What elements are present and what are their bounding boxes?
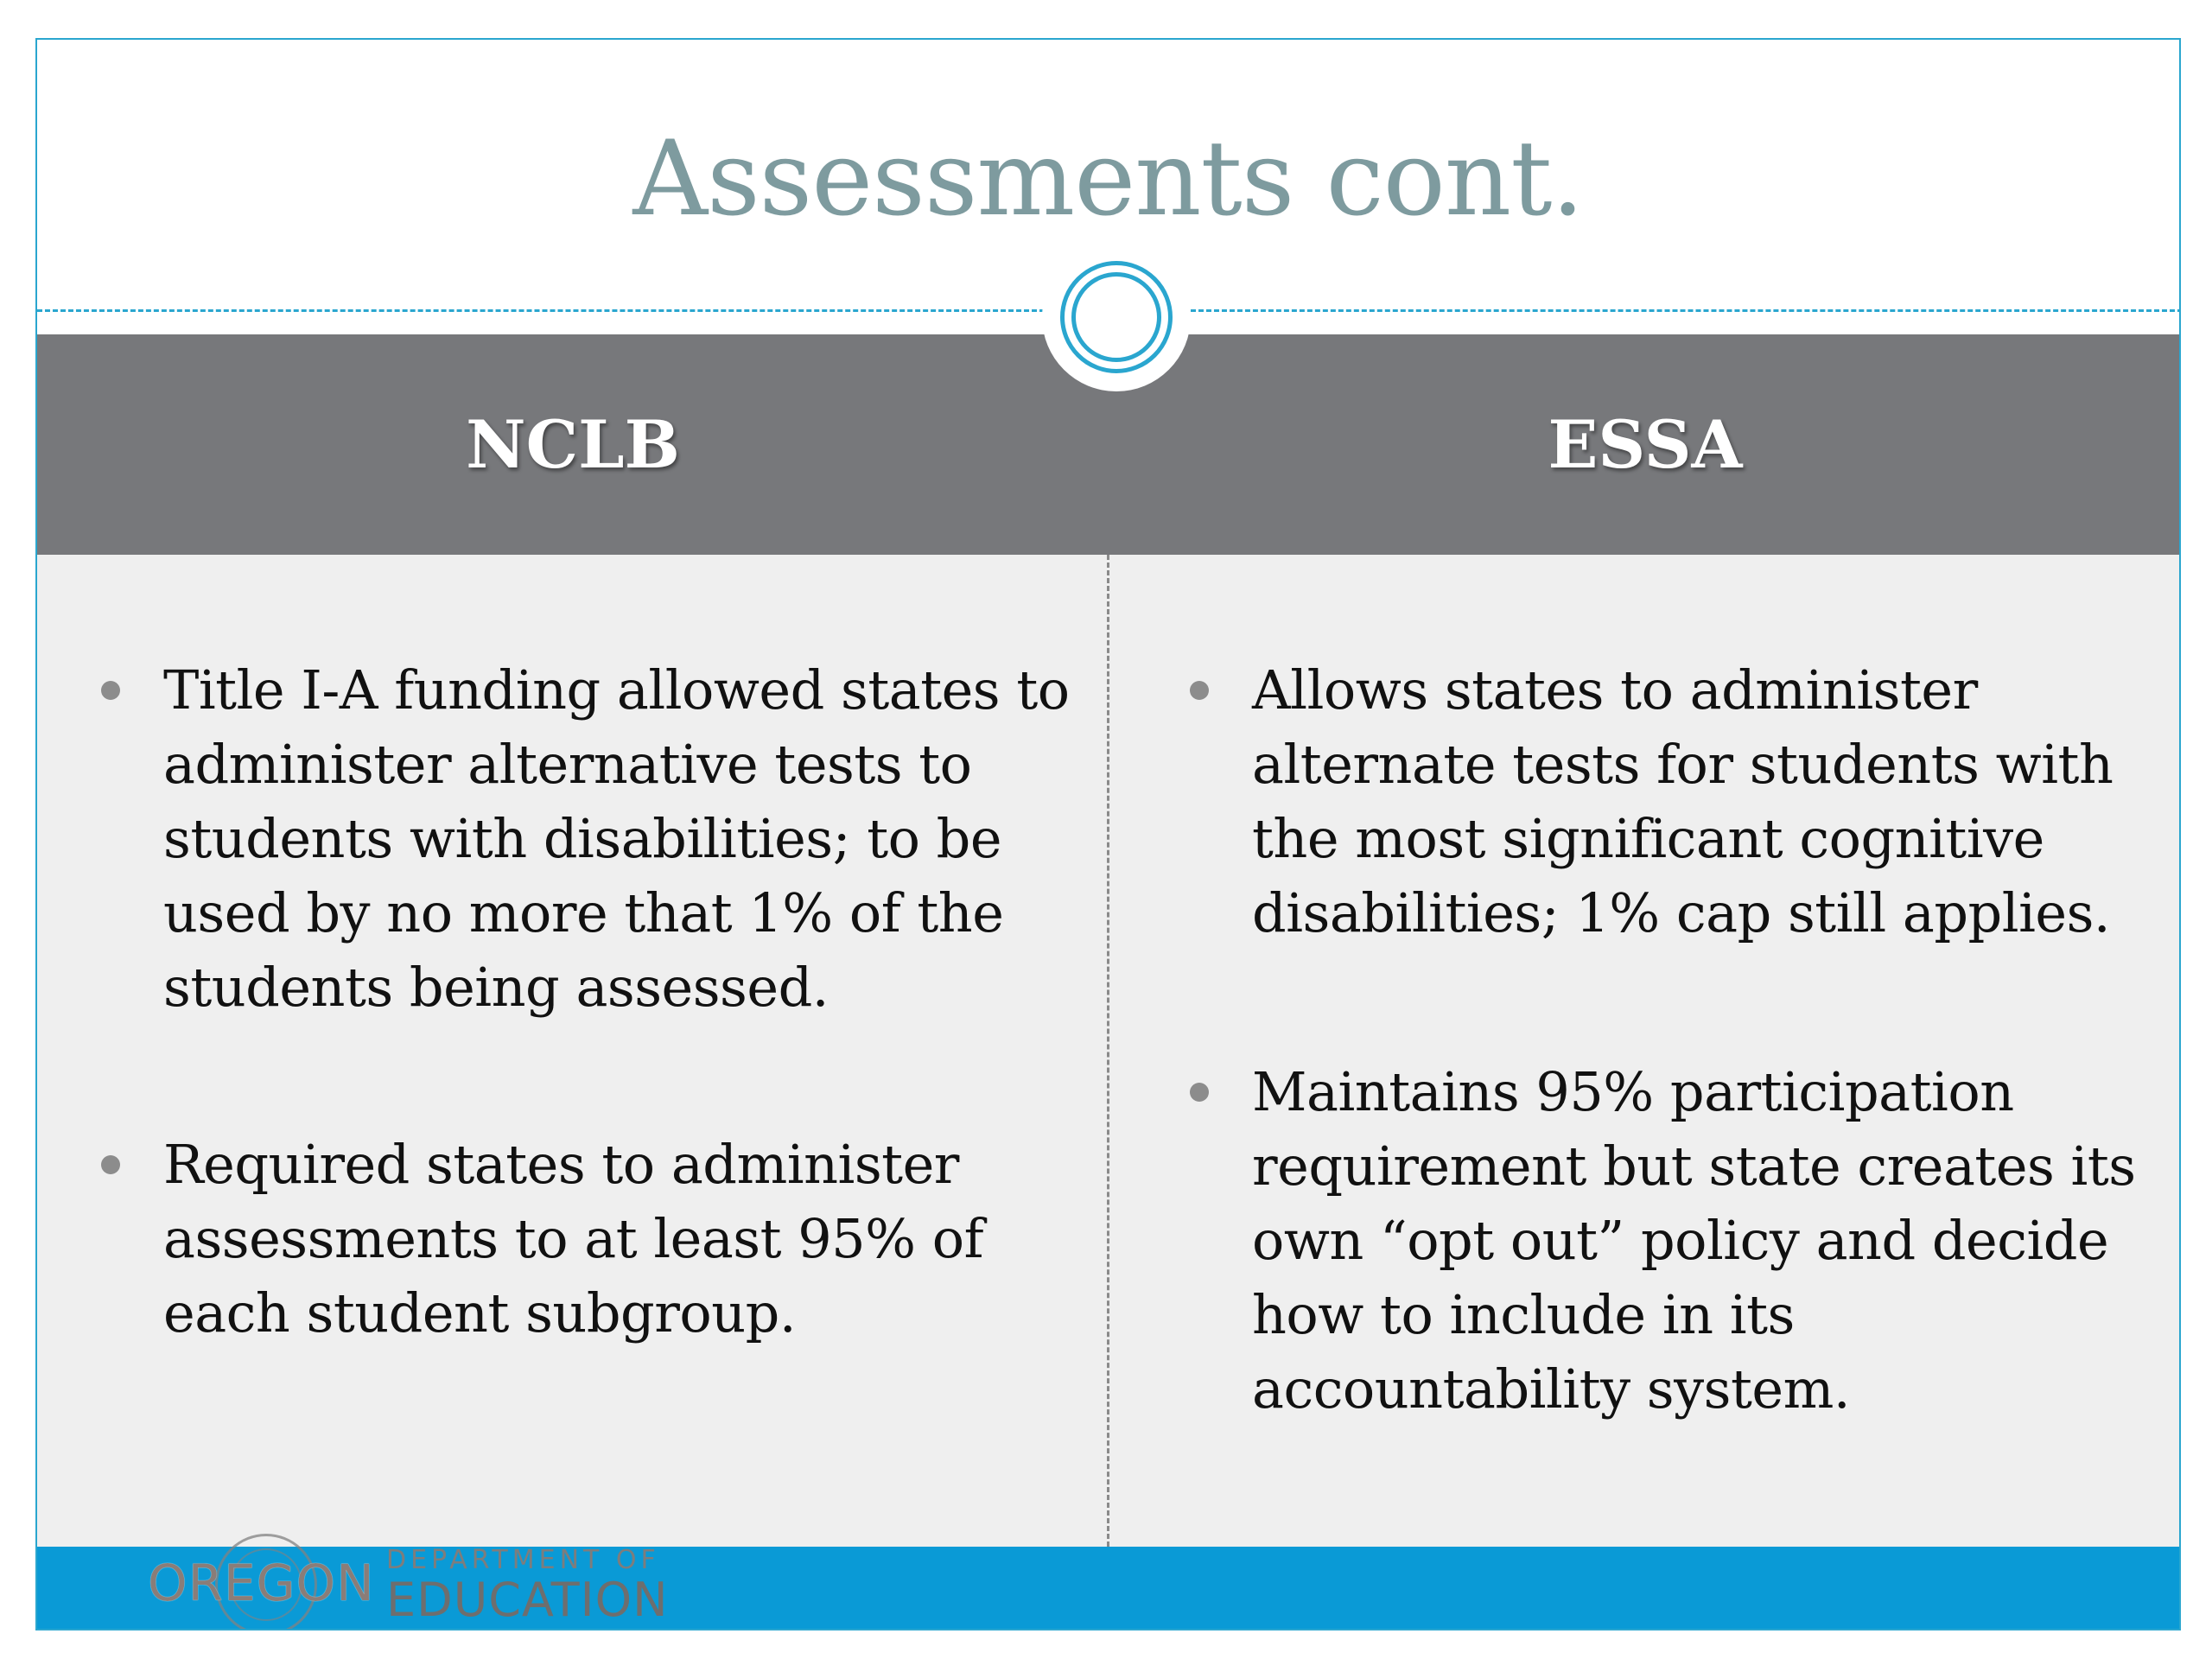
title-divider-left bbox=[37, 309, 1052, 312]
comparison-body bbox=[37, 555, 2179, 1547]
list-item bbox=[163, 653, 1079, 1025]
circle-ornament-icon bbox=[1042, 243, 1191, 391]
list-item-text: Allows states to administer alternate tests for students with the most significant cognitive disabilities; 1% cap still applies. bbox=[1252, 658, 2113, 944]
logo-education: EDUCATION bbox=[386, 1573, 669, 1627]
column-heading-nclb: NCLB bbox=[466, 406, 680, 483]
title-divider-right bbox=[1191, 309, 2181, 312]
logo-oregon: OREGON bbox=[148, 1554, 375, 1612]
bullet-icon bbox=[101, 1155, 120, 1174]
bullet-icon bbox=[101, 681, 120, 700]
list-item bbox=[1252, 653, 2168, 950]
bullet-icon bbox=[1190, 681, 1209, 700]
slide-title: Assessments cont. bbox=[632, 119, 1584, 239]
bullet-icon bbox=[1190, 1083, 1209, 1102]
list-item-text: Required states to administer assessments to at least 95% of each student subgroup. bbox=[163, 1133, 984, 1344]
logo-department: DEPARTMENT OF bbox=[386, 1545, 660, 1575]
footer-band bbox=[37, 1547, 2179, 1630]
column-heading-essa: ESSA bbox=[1548, 406, 1743, 483]
list-item bbox=[1252, 1055, 2168, 1427]
column-nclb bbox=[37, 555, 1107, 1547]
list-item bbox=[163, 1128, 1079, 1351]
list-item-text: Title I-A funding allowed states to administer alternative tests to students with disabilities; to be used by no more that 1% of the students being assessed. bbox=[163, 658, 1070, 1019]
list-item-text: Maintains 95% participation requirement but state creates its own “opt out” policy and decide how to include in its accountability system. bbox=[1252, 1060, 2136, 1421]
column-essa bbox=[1109, 555, 2181, 1547]
slide bbox=[35, 38, 2181, 1630]
